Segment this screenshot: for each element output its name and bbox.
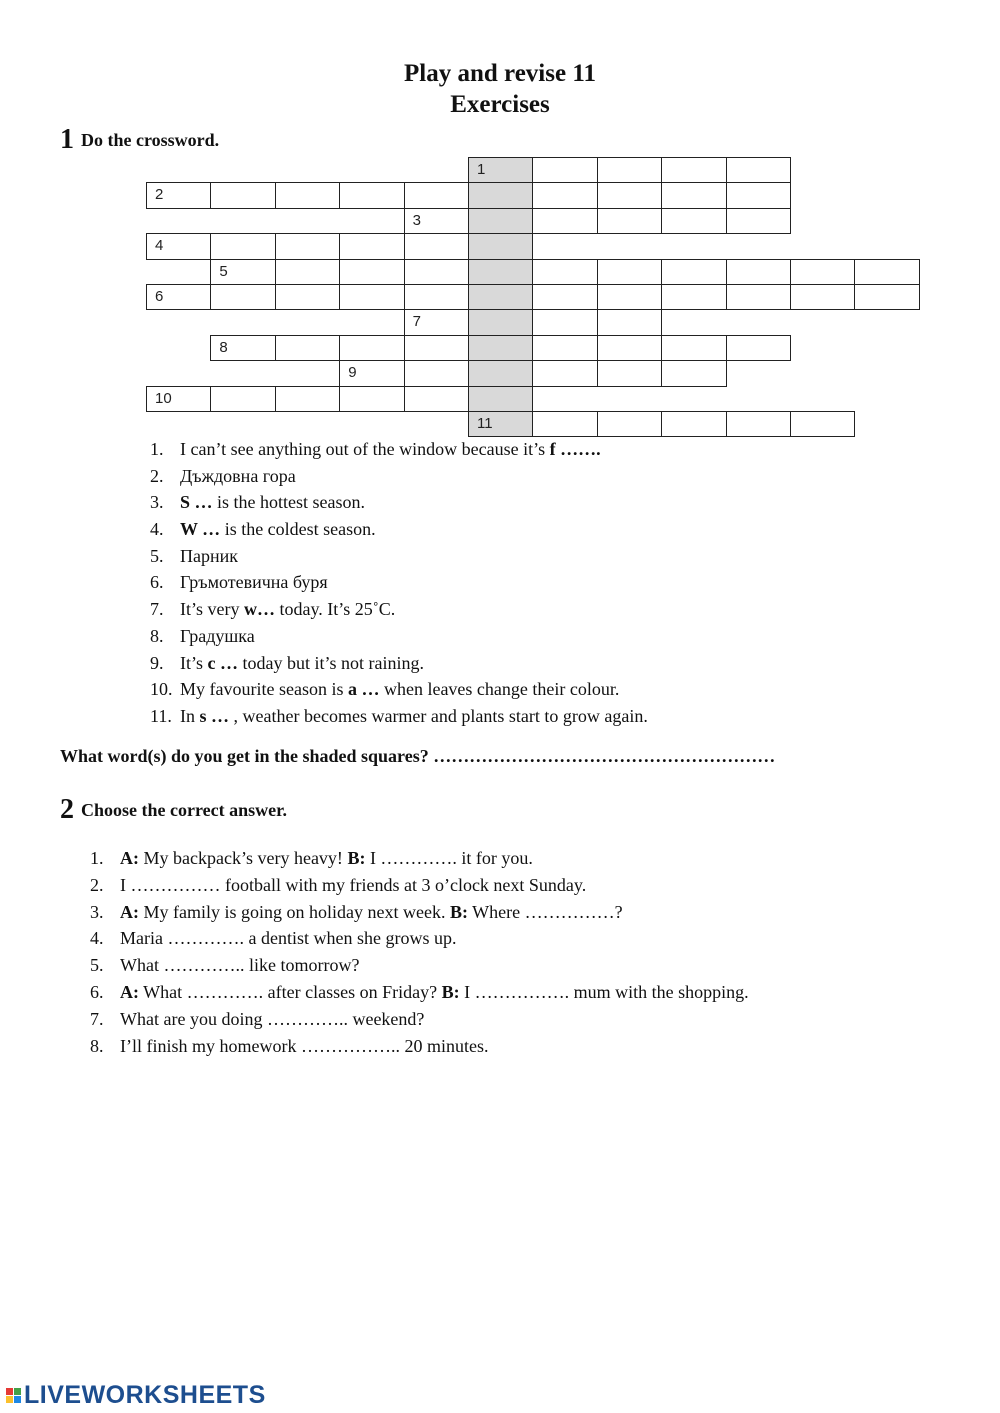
- crossword-cell[interactable]: [468, 208, 533, 234]
- crossword-grid: [0, 0, 1000, 460]
- item-number: 8.: [90, 1035, 104, 1056]
- crossword-cell[interactable]: [661, 360, 726, 386]
- item-text: Градушка: [180, 625, 255, 646]
- crossword-clue: [150, 436, 648, 463]
- logo-square: [14, 1396, 21, 1403]
- crossword-cell[interactable]: [726, 208, 791, 234]
- crossword-cell[interactable]: [532, 360, 597, 386]
- page-title-line2: Exercises: [450, 91, 550, 118]
- bold-text: A:: [120, 848, 139, 868]
- crossword-cell[interactable]: [210, 259, 275, 285]
- clue-number: 6: [155, 288, 164, 305]
- item-text: I …………… football with my friends at 3 o’clock next Sunday.: [120, 874, 587, 895]
- page-title-line1: Play and revise 11: [404, 60, 596, 87]
- brand-name: LIVEWORKSHEETS: [24, 1380, 266, 1409]
- crossword-cell[interactable]: [726, 182, 791, 208]
- crossword-cell[interactable]: [339, 182, 404, 208]
- crossword-cell[interactable]: [210, 386, 275, 412]
- bold-text: f …….: [549, 439, 601, 459]
- crossword-cell[interactable]: [726, 335, 791, 361]
- crossword-cell[interactable]: [339, 360, 404, 386]
- crossword-clue: [150, 703, 648, 730]
- item-number: 6.: [150, 572, 164, 593]
- bold-text: B:: [449, 901, 468, 922]
- crossword-cell[interactable]: [404, 309, 469, 335]
- bold-text: a …: [347, 679, 380, 700]
- item-number: 2.: [150, 465, 164, 486]
- question-item: [90, 1006, 749, 1033]
- crossword-cell[interactable]: [468, 157, 533, 183]
- crossword-cell[interactable]: [532, 309, 597, 335]
- logo-square: [6, 1388, 13, 1395]
- item-text: What ………….. like tomorrow?: [120, 955, 360, 976]
- item-number: 3.: [90, 901, 104, 922]
- item-text: My favourite season is: [180, 679, 348, 700]
- question-item: [90, 979, 749, 1006]
- choose-answer-list: [90, 845, 749, 1059]
- item-text: is the hottest season.: [212, 492, 365, 513]
- item-text: I …………. it for you.: [365, 848, 533, 868]
- crossword-cell[interactable]: [661, 335, 726, 361]
- crossword-clue: [150, 650, 648, 677]
- logo-mark-icon: [6, 1388, 21, 1403]
- item-text: I’ll finish my homework …………….. 20 minutes.: [120, 1035, 489, 1056]
- crossword-cell[interactable]: [597, 157, 662, 183]
- crossword-cell[interactable]: [790, 259, 855, 285]
- question-item: [90, 925, 749, 952]
- crossword-cell[interactable]: [339, 233, 404, 259]
- crossword-cell[interactable]: [339, 386, 404, 412]
- item-text: is the coldest season.: [220, 519, 376, 540]
- crossword-clues: [150, 436, 648, 730]
- bold-text: s …: [199, 705, 230, 726]
- crossword-cell[interactable]: [404, 386, 469, 412]
- item-text: In: [180, 705, 200, 726]
- bold-text: W …: [180, 519, 221, 540]
- item-number: 11.: [150, 705, 172, 726]
- question-item: [90, 1033, 749, 1060]
- crossword-cell[interactable]: [146, 233, 211, 259]
- crossword-cell[interactable]: [597, 309, 662, 335]
- crossword-cell[interactable]: [597, 208, 662, 234]
- crossword-cell[interactable]: [726, 284, 791, 310]
- crossword-cell[interactable]: [790, 284, 855, 310]
- crossword-cell[interactable]: [597, 411, 662, 437]
- clue-number: 2: [155, 186, 164, 204]
- item-number: 5.: [150, 545, 164, 566]
- crossword-cell[interactable]: [468, 284, 533, 310]
- crossword-clue: [150, 516, 648, 543]
- clue-number: 7: [412, 313, 421, 331]
- crossword-cell[interactable]: [339, 335, 404, 361]
- crossword-cell[interactable]: [532, 259, 597, 285]
- crossword-cell[interactable]: [468, 411, 533, 437]
- item-text: I ……………. mum with the shopping.: [459, 981, 749, 1002]
- crossword-clue: [150, 489, 648, 516]
- item-text: Парник: [180, 545, 238, 566]
- item-text: , weather becomes warmer and plants start to grow again.: [229, 705, 648, 726]
- crossword-cell[interactable]: [468, 233, 533, 259]
- crossword-cell[interactable]: [661, 411, 726, 437]
- question-item: [90, 872, 749, 899]
- bold-text: B:: [441, 981, 460, 1002]
- crossword-cell[interactable]: [597, 284, 662, 310]
- crossword-cell[interactable]: [275, 259, 340, 285]
- crossword-cell[interactable]: [532, 284, 597, 310]
- crossword-cell[interactable]: [404, 335, 469, 361]
- item-text: My backpack’s very heavy!: [139, 848, 348, 868]
- bold-text: B:: [347, 848, 366, 868]
- item-text: It’s very: [180, 599, 244, 620]
- clue-number: 4: [155, 237, 164, 255]
- crossword-cell[interactable]: [597, 259, 662, 285]
- crossword-clue: [150, 676, 648, 703]
- item-text: My family is going on holiday next week.: [139, 901, 450, 922]
- section1-instruction: Do the crossword.: [81, 130, 220, 150]
- crossword-cell[interactable]: [146, 284, 211, 310]
- crossword-cell[interactable]: [661, 208, 726, 234]
- crossword-cell[interactable]: [468, 360, 533, 386]
- crossword-clue: [150, 569, 648, 596]
- item-text: It’s: [180, 652, 208, 673]
- section2-number: 2: [60, 794, 74, 825]
- crossword-cell[interactable]: [275, 386, 340, 412]
- logo-square: [6, 1396, 13, 1403]
- question-item: [90, 845, 749, 872]
- crossword-cell[interactable]: [275, 182, 340, 208]
- item-text: I can’t see anything out of the window because it’s: [180, 439, 550, 459]
- item-text: Дъждовна гора: [180, 465, 296, 486]
- crossword-cell[interactable]: [661, 157, 726, 183]
- bold-text: A:: [120, 901, 139, 922]
- item-number: 6.: [90, 981, 104, 1002]
- question-item: [90, 952, 749, 979]
- item-number: 4.: [90, 928, 104, 949]
- item-number: 1.: [150, 439, 164, 459]
- item-text: when leaves change their colour.: [379, 679, 620, 700]
- clue-number: 3: [412, 211, 421, 229]
- crossword-cell[interactable]: [275, 284, 340, 310]
- crossword-cell[interactable]: [661, 284, 726, 310]
- item-text: Where ……………?: [467, 901, 623, 922]
- crossword-cell[interactable]: [532, 157, 597, 183]
- crossword-cell[interactable]: [532, 411, 597, 437]
- clue-number: 8: [219, 338, 228, 356]
- question-item: [90, 899, 749, 926]
- clue-number: 9: [348, 364, 357, 382]
- crossword-cell[interactable]: [854, 284, 919, 310]
- clue-number: 5: [219, 262, 228, 280]
- crossword-cell[interactable]: [661, 182, 726, 208]
- item-number: 8.: [150, 625, 164, 646]
- crossword-cell[interactable]: [404, 208, 469, 234]
- item-text: today but it’s not raining.: [238, 652, 425, 673]
- crossword-cell[interactable]: [146, 386, 211, 412]
- crossword-cell[interactable]: [468, 309, 533, 335]
- crossword-clue: [150, 596, 648, 623]
- crossword-cell[interactable]: [404, 233, 469, 259]
- section1-number: 1: [60, 124, 74, 155]
- crossword-cell[interactable]: [339, 284, 404, 310]
- crossword-cell[interactable]: [210, 233, 275, 259]
- clue-number: 10: [155, 389, 172, 407]
- item-number: 3.: [150, 492, 164, 513]
- crossword-cell[interactable]: [404, 182, 469, 208]
- crossword-cell[interactable]: [597, 182, 662, 208]
- crossword-clue: [150, 623, 648, 650]
- item-text: Гръмотевична буря: [180, 572, 328, 593]
- item-number: 7.: [150, 599, 164, 620]
- crossword-cell[interactable]: [468, 182, 533, 208]
- crossword-cell[interactable]: [854, 259, 919, 285]
- item-text: What …………. after classes on Friday?: [139, 981, 442, 1002]
- item-number: 1.: [90, 848, 104, 868]
- crossword-cell[interactable]: [468, 386, 533, 412]
- crossword-cell[interactable]: [404, 284, 469, 310]
- item-number: 10.: [150, 679, 173, 700]
- shaded-squares-question: What word(s) do you get in the shaded squares? …………………………………………………: [60, 746, 776, 766]
- crossword-cell[interactable]: [726, 411, 791, 437]
- crossword-cell[interactable]: [146, 182, 211, 208]
- crossword-cell[interactable]: [210, 284, 275, 310]
- crossword-cell[interactable]: [532, 335, 597, 361]
- liveworksheets-logo[interactable]: [6, 1380, 266, 1410]
- crossword-cell[interactable]: [726, 259, 791, 285]
- crossword-cell[interactable]: [726, 157, 791, 183]
- bold-text: A:: [120, 981, 139, 1002]
- crossword-cell[interactable]: [275, 233, 340, 259]
- clue-number: 1: [477, 161, 486, 178]
- crossword-cell[interactable]: [468, 259, 533, 285]
- item-number: 7.: [90, 1008, 104, 1029]
- item-number: 4.: [150, 519, 164, 540]
- bold-text: c …: [207, 652, 239, 673]
- bold-text: S …: [180, 492, 213, 513]
- crossword-cell[interactable]: [275, 335, 340, 361]
- crossword-cell[interactable]: [468, 335, 533, 361]
- crossword-cell[interactable]: [532, 182, 597, 208]
- bold-text: w…: [243, 599, 275, 620]
- crossword-cell[interactable]: [790, 411, 855, 437]
- crossword-clue: [150, 463, 648, 490]
- item-number: 5.: [90, 955, 104, 976]
- crossword-clue: [150, 543, 648, 570]
- item-text: Maria …………. a dentist when she grows up.: [120, 928, 457, 949]
- crossword-cell[interactable]: [210, 182, 275, 208]
- crossword-cell[interactable]: [339, 259, 404, 285]
- item-number: 2.: [90, 874, 104, 895]
- clue-number: 11: [477, 415, 493, 432]
- section2-instruction: Choose the correct answer.: [81, 800, 287, 820]
- crossword-cell[interactable]: [597, 335, 662, 361]
- section2-heading: [60, 794, 287, 826]
- crossword-cell[interactable]: [210, 335, 275, 361]
- item-text: today. It’s 25˚C.: [274, 599, 396, 620]
- item-text: What are you doing ………….. weekend?: [120, 1008, 425, 1029]
- crossword-cell[interactable]: [404, 360, 469, 386]
- crossword-cell[interactable]: [404, 259, 469, 285]
- crossword-cell[interactable]: [597, 360, 662, 386]
- item-number: 9.: [150, 652, 164, 673]
- crossword-cell[interactable]: [532, 208, 597, 234]
- logo-square: [14, 1388, 21, 1395]
- crossword-cell[interactable]: [661, 259, 726, 285]
